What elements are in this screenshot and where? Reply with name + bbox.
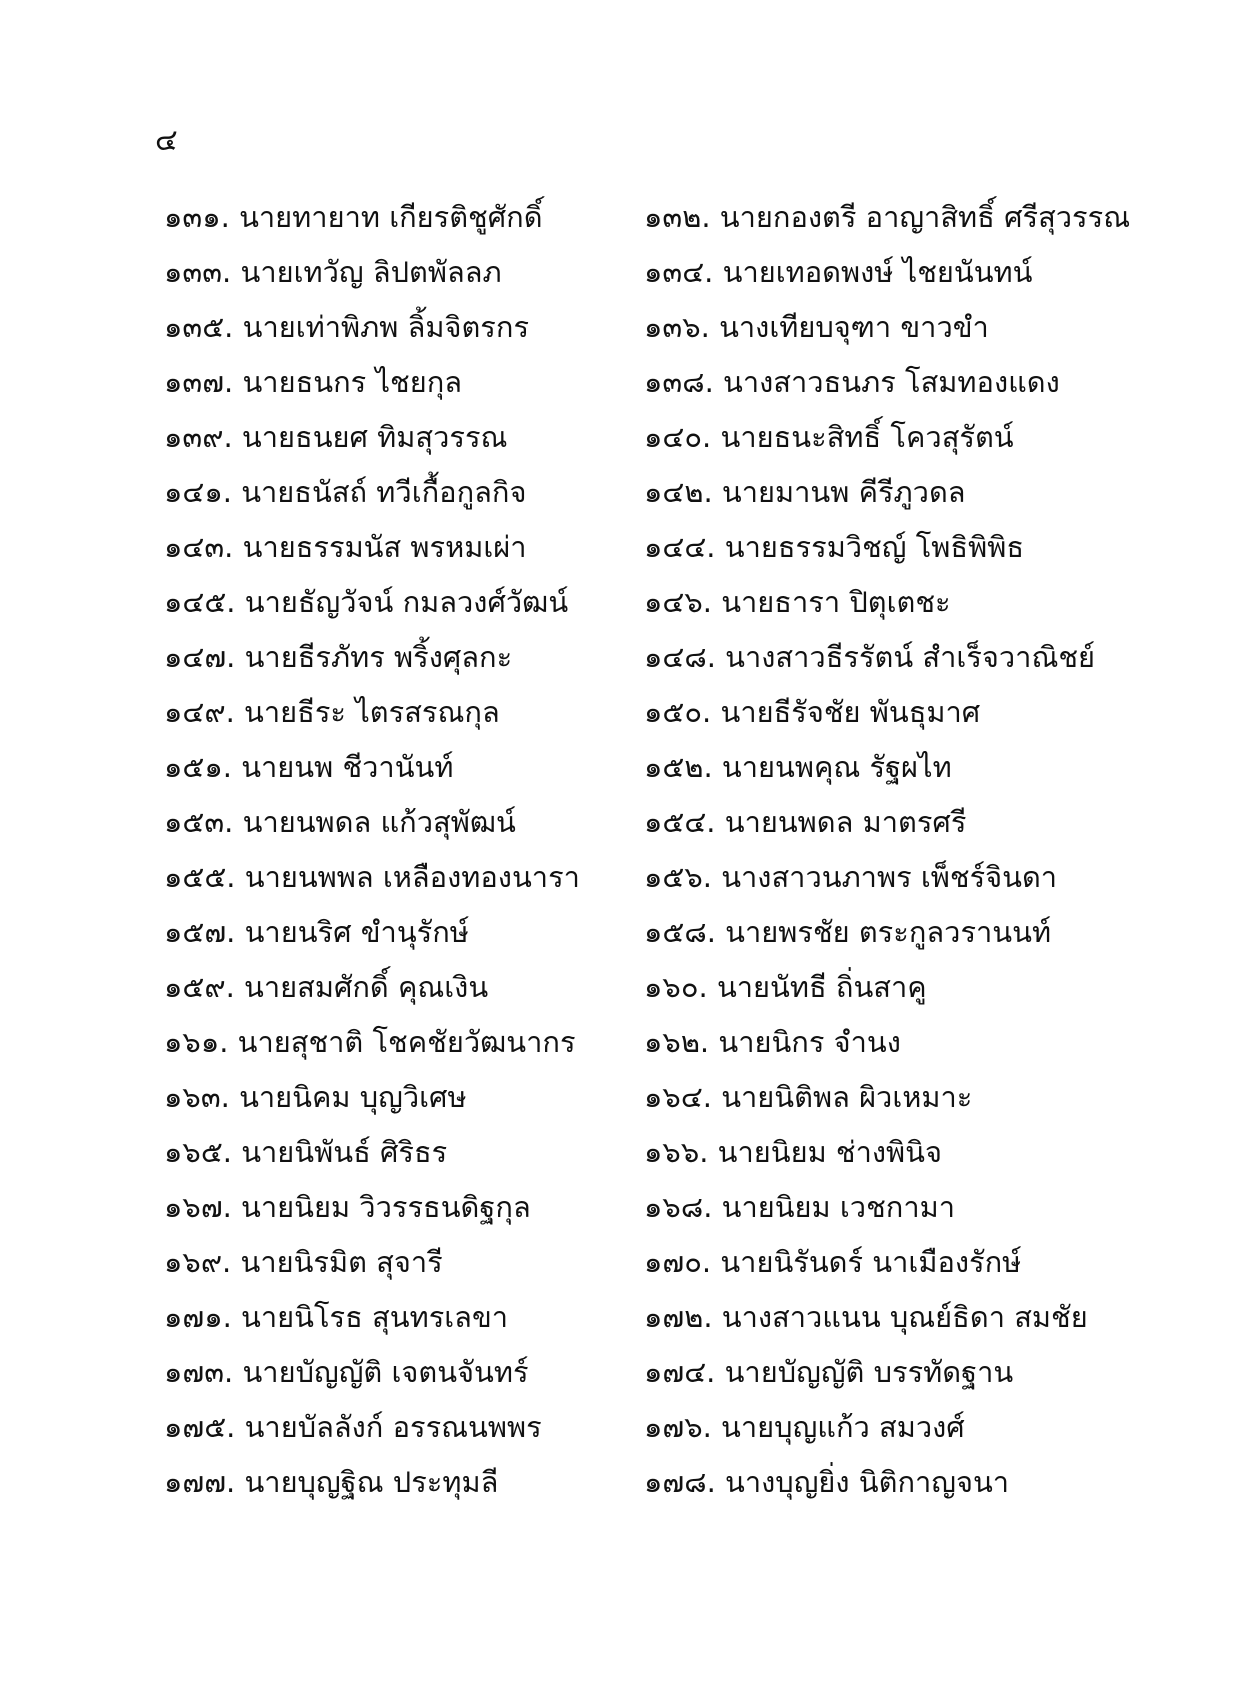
list-item-right: ๑๔๒. นายมานพ คีรีภูวดล <box>644 475 966 509</box>
list-item-left: ๑๕๑. นายนพ ชีวานันท์ <box>164 750 454 784</box>
list-row <box>0 1455 1246 1510</box>
list-row <box>0 795 1246 850</box>
list-item-left: ๑๔๕. นายธัญวัจน์ กมลวงศ์วัฒน์ <box>164 585 569 619</box>
list-row <box>0 245 1246 300</box>
list-item-left: ๑๖๗. นายนิยม วิวรรธนดิฐกุล <box>164 1190 531 1224</box>
list-row <box>0 355 1246 410</box>
list-item-right: ๑๓๒. นายกองตรี อาญาสิทธิ์ ศรีสุวรรณ <box>644 200 1131 234</box>
list-item-left: ๑๗๕. นายบัลลังก์ อรรณนพพร <box>164 1410 542 1444</box>
list-item-right: ๑๖๒. นายนิกร จำนง <box>644 1025 901 1059</box>
list-item-left: ๑๗๓. นายบัญญัติ เจตนจันทร์ <box>164 1355 529 1389</box>
list-row <box>0 520 1246 575</box>
list-item-left: ๑๖๕. นายนิพันธ์ ศิริธร <box>164 1135 448 1169</box>
list-row <box>0 1345 1246 1400</box>
list-item-left: ๑๓๗. นายธนกร ไชยกุล <box>164 365 463 399</box>
list-item-right: ๑๗๖. นายบุญแก้ว สมวงศ์ <box>644 1410 965 1444</box>
list-row <box>0 905 1246 960</box>
list-item-right: ๑๓๘. นางสาวธนภร โสมทองแดง <box>644 365 1060 399</box>
list-item-left: ๑๓๑. นายทายาท เกียรติชูศักดิ์ <box>164 200 543 234</box>
list-item-right: ๑๔๐. นายธนะสิทธิ์ โควสุรัตน์ <box>644 420 1014 454</box>
list-item-right: ๑๗๔. นายบัญญัติ บรรทัดฐาน <box>644 1355 1014 1389</box>
list-item-right: ๑๗๘. นางบุญยิ่ง นิติกาญจนา <box>644 1465 1010 1499</box>
list-row <box>0 1400 1246 1455</box>
list-row <box>0 630 1246 685</box>
list-item-left: ๑๖๑. นายสุชาติ โชคชัยวัฒนากร <box>164 1025 576 1059</box>
list-row <box>0 1180 1246 1235</box>
list-item-right: ๑๕๖. นางสาวนภาพร เพ็ชร์จินดา <box>644 860 1058 894</box>
list-item-right: ๑๖๖. นายนิยม ช่างพินิจ <box>644 1135 942 1169</box>
list-row <box>0 960 1246 1015</box>
list-item-right: ๑๗๒. นางสาวแนน บุณย์ธิดา สมชัย <box>644 1300 1088 1334</box>
list-row <box>0 1070 1246 1125</box>
list-item-right: ๑๓๖. นางเทียบจุฑา ขาวขำ <box>644 310 989 344</box>
list-item-left: ๑๕๗. นายนริศ ขำนุรักษ์ <box>164 915 469 949</box>
list-row <box>0 575 1246 630</box>
list-item-left: ๑๔๑. นายธนัสถ์ ทวีเกื้อกูลกิจ <box>164 475 527 509</box>
list-item-right: ๑๓๔. นายเทอดพงษ์ ไชยนันทน์ <box>644 255 1033 289</box>
list-row <box>0 300 1246 355</box>
list-item-right: ๑๕๒. นายนพคุณ รัฐผไท <box>644 750 952 784</box>
list-item-right: ๑๕๘. นายพรชัย ตระกูลวรานนท์ <box>644 915 1052 949</box>
list-row <box>0 1125 1246 1180</box>
list-item-left: ๑๕๕. นายนพพล เหลืองทองนารา <box>164 860 580 894</box>
list-item-right: ๑๕๔. นายนพดล มาตรศรี <box>644 805 967 839</box>
list-item-left: ๑๔๗. นายธีรภัทร พริ้งศุลกะ <box>164 640 513 674</box>
page-number: ๔ <box>155 123 178 158</box>
list-row <box>0 850 1246 905</box>
list-row <box>0 1290 1246 1345</box>
list-row <box>0 410 1246 465</box>
list-item-left: ๑๔๙. นายธีระ ไตรสรณกุล <box>164 695 500 729</box>
list-item-left: ๑๕๓. นายนพดล แก้วสุพัฒน์ <box>164 805 516 839</box>
list-item-left: ๑๗๑. นายนิโรธ สุนทรเลขา <box>164 1300 509 1334</box>
list-item-right: ๑๖๔. นายนิติพล ผิวเหมาะ <box>644 1080 973 1114</box>
list-item-right: ๑๖๐. นายนัทธี ถิ่นสาคู <box>644 970 927 1004</box>
list-row <box>0 1235 1246 1290</box>
list-item-right: ๑๗๐. นายนิรันดร์ นาเมืองรักษ์ <box>644 1245 1022 1279</box>
list-row <box>0 1015 1246 1070</box>
list-item-right: ๑๔๘. นางสาวธีรรัตน์ สำเร็จวาณิชย์ <box>644 640 1096 674</box>
list-item-left: ๑๓๙. นายธนยศ ทิมสุวรรณ <box>164 420 508 454</box>
list-item-left: ๑๗๗. นายบุญฐิณ ประทุมลี <box>164 1465 499 1499</box>
list-row <box>0 685 1246 740</box>
list-item-right: ๑๔๔. นายธรรมวิชญ์ โพธิพิพิธ <box>644 530 1025 564</box>
list-item-right: ๑๖๘. นายนิยม เวชกามา <box>644 1190 955 1224</box>
list-item-left: ๑๓๓. นายเทวัญ ลิปตพัลลภ <box>164 255 502 289</box>
list-item-left: ๑๔๓. นายธรรมนัส พรหมเผ่า <box>164 530 527 564</box>
list-item-left: ๑๖๓. นายนิคม บุญวิเศษ <box>164 1080 467 1114</box>
list-item-left: ๑๖๙. นายนิรมิต สุจารี <box>164 1245 443 1279</box>
list-row <box>0 190 1246 245</box>
list-item-right: ๑๕๐. นายธีรัจชัย พันธุมาศ <box>644 695 981 729</box>
list-item-left: ๑๕๙. นายสมศักดิ์ คุณเงิน <box>164 970 489 1004</box>
member-name-list <box>0 190 1246 1510</box>
list-row <box>0 740 1246 795</box>
list-item-right: ๑๔๖. นายธารา ปิตุเตชะ <box>644 585 951 619</box>
list-row <box>0 465 1246 520</box>
list-item-left: ๑๓๕. นายเท่าพิภพ ลิ้มจิตรกร <box>164 310 530 344</box>
